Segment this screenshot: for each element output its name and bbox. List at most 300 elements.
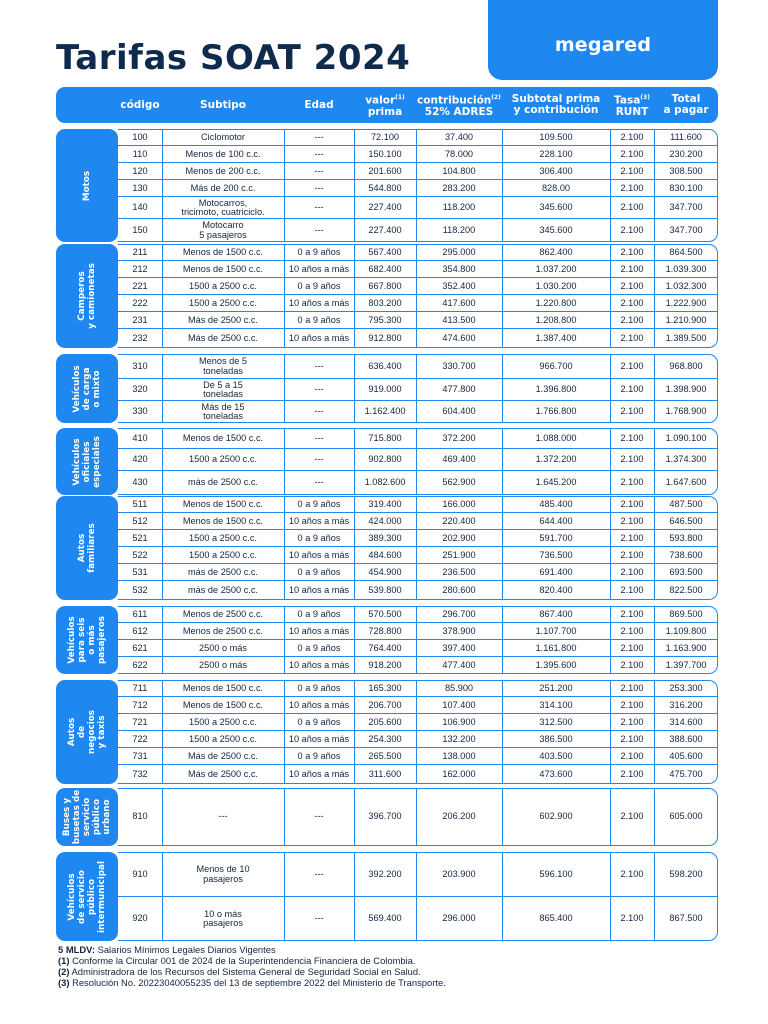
cell-subtotal: 1.372.200 [535, 454, 577, 465]
cell-codigo: 330 [132, 406, 148, 417]
cell-valor: 569.400 [368, 913, 402, 924]
cell-tasa: 2.100 [620, 224, 644, 235]
footnote [58, 966, 446, 977]
header-valor [354, 87, 416, 123]
cell-subtotal: 485.400 [539, 498, 573, 509]
cell-tasa: 2.100 [620, 202, 644, 213]
cell-edad: 0 a 9 años [297, 716, 341, 727]
vehicle-group [56, 129, 718, 242]
cell-edad: 0 a 9 años [297, 532, 341, 543]
cell-tasa: 2.100 [620, 566, 644, 577]
header-contribucion [416, 87, 502, 123]
vehicle-group [56, 496, 718, 600]
footnote-text: Administradora de los Recursos del Sistema General de Seguridad Social en Salud. [69, 966, 421, 977]
cell-subtipo: Menos de 1500 c.c. [182, 263, 264, 274]
header-subtotal [502, 87, 610, 123]
cell-edad: 0 a 9 años [297, 498, 341, 509]
cell-tasa: 2.100 [620, 498, 644, 509]
cell-subtipo: más de 2500 c.c. [188, 566, 258, 577]
cell-contribucion: 78.000 [444, 148, 474, 159]
cell-edad: 10 años a más [288, 659, 350, 670]
footnote [58, 955, 446, 966]
cell-contribucion: 413.500 [442, 314, 476, 325]
cell-codigo: 910 [132, 868, 148, 879]
cell-codigo: 320 [132, 384, 148, 395]
cell-edad: --- [314, 131, 324, 142]
cell-subtipo: Menos de 100 c.c. [185, 148, 261, 159]
cell-valor: 311.600 [368, 768, 402, 779]
cell-valor: 72.100 [370, 131, 400, 142]
table-row [56, 852, 718, 897]
cell-total: 1.397.700 [665, 659, 707, 670]
cell-subtipo: Menos de 2500 c.c. [182, 625, 264, 636]
cell-contribucion: 280.600 [442, 584, 476, 595]
cell-total: 593.800 [669, 532, 703, 543]
cell-edad: 10 años a más [288, 625, 350, 636]
cell-subtipo: Menos de 1500 c.c. [182, 682, 264, 693]
cell-contribucion: 378.900 [442, 625, 476, 636]
cell-subtipo: Más de 2500 c.c. [188, 750, 258, 761]
cell-codigo: 731 [132, 750, 148, 761]
table-row [56, 640, 718, 657]
cell-valor: 227.400 [368, 202, 402, 213]
cell-total: 1.374.300 [665, 454, 707, 465]
table-row [56, 657, 718, 674]
cell-subtotal: 345.600 [539, 224, 573, 235]
cell-codigo: 712 [132, 699, 148, 710]
cell-total: 1.647.600 [665, 477, 707, 488]
cell-tasa: 2.100 [620, 432, 644, 443]
footnote-mark: (2) [58, 966, 70, 977]
cell-subtipo: Más de 15 toneladas [201, 401, 245, 421]
cell-total: 693.500 [669, 566, 703, 577]
cell-subtotal: 862.400 [539, 246, 573, 257]
footnote-text: Salarios Mínimos Legales Diarios Vigentes [94, 944, 276, 955]
cell-codigo: 521 [132, 532, 148, 543]
cell-codigo: 810 [132, 811, 148, 822]
cell-valor: 396.700 [368, 811, 402, 822]
cell-total: 405.600 [669, 750, 703, 761]
group-label-text: Autos familiares [77, 523, 97, 573]
cell-subtipo: Más de 2500 c.c. [188, 314, 258, 325]
cell-total: 968.800 [669, 360, 703, 371]
cell-total: 316.200 [669, 699, 703, 710]
cell-subtipo: 1500 a 2500 c.c. [189, 532, 257, 543]
cell-total: 388.600 [669, 733, 703, 744]
cell-subtipo: --- [218, 811, 228, 822]
header-edad-line: Edad [304, 98, 334, 111]
cell-codigo: 621 [132, 642, 148, 653]
cell-tasa: 2.100 [620, 131, 644, 142]
cell-codigo: 622 [132, 659, 148, 670]
footnote-ref: (2) [491, 94, 501, 102]
cell-codigo: 420 [132, 454, 148, 465]
vehicle-group [56, 606, 718, 674]
table-row [56, 197, 718, 219]
cell-total: 253.300 [669, 682, 703, 693]
table-row [56, 180, 718, 197]
cell-subtipo: más de 2500 c.c. [188, 584, 258, 595]
cell-edad: --- [314, 913, 324, 924]
cell-subtipo: 1500 a 2500 c.c. [189, 716, 257, 727]
table-row [56, 623, 718, 640]
cell-codigo: 711 [132, 682, 148, 693]
cell-tasa: 2.100 [620, 532, 644, 543]
cell-contribucion: 220.400 [442, 515, 476, 526]
group-label-text: Vehículos de carga o mixto [72, 364, 102, 413]
cell-edad: 0 a 9 años [297, 280, 341, 291]
cell-contribucion: 397.400 [442, 642, 476, 653]
cell-contribucion: 85.900 [444, 682, 474, 693]
table-row [56, 312, 718, 329]
cell-codigo: 140 [132, 202, 148, 213]
cell-codigo: 612 [132, 625, 148, 636]
cell-codigo: 221 [132, 280, 148, 291]
cell-subtotal: 1.161.800 [535, 642, 577, 653]
cell-subtotal: 1.645.200 [535, 477, 577, 488]
cell-edad: 10 años a más [288, 263, 350, 274]
cell-subtipo: Menos de 10 pasajeros [196, 864, 250, 884]
cell-edad: 0 a 9 años [297, 642, 341, 653]
group-label-text: Autos de negocios y taxis [67, 709, 107, 755]
cell-total: 598.200 [669, 868, 703, 879]
footnote-ref: (1) [395, 94, 405, 102]
cell-subtotal: 1.395.600 [535, 659, 577, 670]
cell-tasa: 2.100 [620, 182, 644, 193]
cell-subtotal: 473.600 [539, 768, 573, 779]
table-row [56, 765, 718, 784]
cell-subtipo: Más de 2500 c.c. [188, 768, 258, 779]
table-row [56, 513, 718, 530]
cell-tasa: 2.100 [620, 682, 644, 693]
cell-tasa: 2.100 [620, 811, 644, 822]
cell-total: 738.600 [669, 549, 703, 560]
table-row [56, 606, 718, 623]
cell-subtipo: 1500 a 2500 c.c. [189, 454, 257, 465]
cell-tasa: 2.100 [620, 584, 644, 595]
cell-contribucion: 206.200 [442, 811, 476, 822]
cell-total: 1.222.900 [665, 297, 707, 308]
cell-codigo: 410 [132, 432, 148, 443]
cell-valor: 570.500 [368, 608, 402, 619]
cell-total: 1.210.900 [665, 314, 707, 325]
cell-subtipo: Menos de 1500 c.c. [182, 515, 264, 526]
cell-valor: 912.800 [368, 332, 402, 343]
cell-edad: 10 años a más [288, 515, 350, 526]
cell-valor: 636.400 [368, 360, 402, 371]
cell-edad: 10 años a más [288, 768, 350, 779]
table-row [56, 163, 718, 180]
cell-subtipo: Menos de 1500 c.c. [182, 246, 264, 257]
cell-valor: 150.100 [368, 148, 402, 159]
cell-total: 314.600 [669, 716, 703, 727]
cell-total: 308.500 [669, 165, 703, 176]
footnotes [58, 944, 446, 988]
cell-total: 1.039.300 [665, 263, 707, 274]
footnote-text: Resolución No. 20223040055235 del 13 de septiembre 2022 del Ministerio de Transporte. [69, 977, 446, 988]
cell-total: 1.090.100 [665, 432, 707, 443]
group-label-text: Vehículos oficiales especiales [72, 435, 102, 488]
cell-valor: 902.800 [368, 454, 402, 465]
cell-edad: 10 años a más [288, 332, 350, 343]
cell-tasa: 2.100 [620, 263, 644, 274]
cell-contribucion: 296.000 [442, 913, 476, 924]
cell-tasa: 2.100 [620, 768, 644, 779]
cell-contribucion: 203.900 [442, 868, 476, 879]
footnote [58, 977, 446, 988]
cell-contribucion: 477.400 [442, 659, 476, 670]
cell-edad: --- [314, 432, 324, 443]
cell-tasa: 2.100 [620, 750, 644, 761]
cell-tasa: 2.100 [620, 716, 644, 727]
cell-subtotal: 1.107.700 [535, 625, 577, 636]
cell-tasa: 2.100 [620, 332, 644, 343]
cell-codigo: 100 [132, 131, 148, 142]
cell-subtotal: 1.037.200 [535, 263, 577, 274]
cell-tasa: 2.100 [620, 699, 644, 710]
cell-valor: 1.082.600 [364, 477, 406, 488]
cell-valor: 1.162.400 [364, 406, 406, 417]
cell-edad: --- [314, 165, 324, 176]
cell-valor: 392.200 [368, 868, 402, 879]
cell-valor: 265.500 [368, 750, 402, 761]
cell-valor: 728.800 [368, 625, 402, 636]
group-label-text: Motos [82, 170, 92, 201]
cell-tasa: 2.100 [620, 148, 644, 159]
header-valor-line: valor$^{(1)}$ [365, 94, 405, 107]
cell-contribucion: 477.800 [442, 384, 476, 395]
cell-codigo: 512 [132, 515, 148, 526]
cell-total: 822.500 [669, 584, 703, 595]
cell-codigo: 120 [132, 165, 148, 176]
cell-subtipo: Menos de 1500 c.c. [182, 498, 264, 509]
table-row [56, 530, 718, 547]
cell-contribucion: 118.200 [442, 202, 476, 213]
group-label-text: Vehículos para seis o más pasajeros [67, 615, 107, 665]
cell-subtipo: Motocarro 5 pasajeros [199, 220, 247, 240]
cell-codigo: 511 [132, 498, 148, 509]
header-subtotal-line: y contribución [513, 104, 599, 116]
cell-edad: 0 a 9 años [297, 314, 341, 325]
cell-valor: 389.300 [368, 532, 402, 543]
vehicle-group [56, 354, 718, 423]
cell-codigo: 722 [132, 733, 148, 744]
footnote-mark: (3) [58, 977, 70, 988]
cell-codigo: 130 [132, 182, 148, 193]
cell-codigo: 212 [132, 263, 148, 274]
cell-valor: 165.300 [368, 682, 402, 693]
cell-subtotal: 691.400 [539, 566, 573, 577]
header-total-line: a pagar [663, 104, 709, 116]
cell-edad: 10 años a más [288, 549, 350, 560]
group-label-text: Vehículos de servicio público intermunicipal [67, 860, 107, 933]
cell-tasa: 2.100 [620, 868, 644, 879]
cell-total: 1.163.900 [665, 642, 707, 653]
cell-valor: 539.800 [368, 584, 402, 595]
cell-edad: --- [314, 182, 324, 193]
header-subtipo-line: Subtipo [200, 98, 246, 111]
cell-subtotal: 602.900 [539, 811, 573, 822]
cell-contribucion: 118.200 [442, 224, 476, 235]
cell-tasa: 2.100 [620, 314, 644, 325]
header-edad [284, 87, 354, 123]
cell-tasa: 2.100 [620, 246, 644, 257]
group-label-text: Buses y busetas de servicio público urbano [62, 789, 112, 845]
cell-total: 475.700 [669, 768, 703, 779]
cell-subtotal: 591.700 [539, 532, 573, 543]
page-title: Tarifas SOAT 2024 [56, 38, 411, 78]
cell-valor: 205.600 [368, 716, 402, 727]
cell-codigo: 150 [132, 224, 148, 235]
cell-edad: --- [314, 477, 324, 488]
header-codigo [118, 87, 162, 123]
table-row [56, 129, 718, 146]
table-row [56, 714, 718, 731]
cell-valor: 764.400 [368, 642, 402, 653]
cell-subtipo: 1500 a 2500 c.c. [189, 297, 257, 308]
cell-edad: 0 a 9 años [297, 608, 341, 619]
cell-contribucion: 295.000 [442, 246, 476, 257]
cell-subtipo: 2500 o más [198, 659, 247, 670]
cell-subtotal: 386.500 [539, 733, 573, 744]
cell-subtipo: más de 2500 c.c. [188, 477, 258, 488]
cell-codigo: 231 [132, 314, 148, 325]
cell-subtotal: 1.387.400 [535, 332, 577, 343]
cell-contribucion: 107.400 [442, 699, 476, 710]
cell-contribucion: 469.400 [442, 454, 476, 465]
cell-subtipo: Menos de 5 toneladas [198, 356, 247, 376]
cell-subtipo: 1500 a 2500 c.c. [189, 280, 257, 291]
vehicle-group [56, 244, 718, 348]
cell-subtipo: Menos de 1500 c.c. [182, 699, 264, 710]
cell-contribucion: 604.400 [442, 406, 476, 417]
cell-subtotal: 228.100 [539, 148, 573, 159]
cell-codigo: 232 [132, 332, 148, 343]
table-row [56, 564, 718, 581]
cell-subtotal: 314.100 [539, 699, 573, 710]
cell-subtotal: 1.220.800 [535, 297, 577, 308]
cell-contribucion: 162.000 [442, 768, 476, 779]
cell-subtotal: 966.700 [539, 360, 573, 371]
cell-valor: 424.000 [368, 515, 402, 526]
cell-valor: 667.800 [368, 280, 402, 291]
cell-contribucion: 132.200 [442, 733, 476, 744]
table-row [56, 581, 718, 600]
cell-edad: --- [314, 224, 324, 235]
cell-codigo: 732 [132, 768, 148, 779]
cell-subtipo: 1500 a 2500 c.c. [189, 549, 257, 560]
cell-total: 230.200 [669, 148, 703, 159]
cell-edad: --- [314, 868, 324, 879]
cell-tasa: 2.100 [620, 477, 644, 488]
cell-total: 830.100 [669, 182, 703, 193]
cell-valor: 919.000 [368, 384, 402, 395]
cell-edad: --- [314, 406, 324, 417]
footnote-ref: (3) [640, 94, 650, 102]
cell-codigo: 430 [132, 477, 148, 488]
cell-subtotal: 596.100 [539, 868, 573, 879]
cell-subtipo: Más de 200 c.c. [190, 182, 256, 193]
cell-total: 605.000 [669, 811, 703, 822]
cell-tasa: 2.100 [620, 297, 644, 308]
header-total [654, 87, 718, 123]
group-label-text: Camperos y camionetas [77, 263, 97, 329]
cell-subtotal: 109.500 [539, 131, 573, 142]
cell-subtipo: 2500 o más [198, 642, 247, 653]
cell-contribucion: 37.400 [444, 131, 474, 142]
table-row [56, 496, 718, 513]
cell-edad: --- [314, 384, 324, 395]
cell-edad: 0 a 9 años [297, 682, 341, 693]
cell-codigo: 522 [132, 549, 148, 560]
header-tasa-line: Tasa$^{(3)}$ [614, 94, 650, 107]
cell-subtipo: 10 o más pasajeros [203, 908, 243, 928]
cell-contribucion: 166.000 [442, 498, 476, 509]
table-row [56, 146, 718, 163]
brand-badge [488, 0, 718, 80]
cell-tasa: 2.100 [620, 608, 644, 619]
cell-valor: 795.300 [368, 314, 402, 325]
cell-total: 864.500 [669, 246, 703, 257]
cell-contribucion: 372.200 [442, 432, 476, 443]
cell-tasa: 2.100 [620, 625, 644, 636]
cell-subtotal: 820.400 [539, 584, 573, 595]
cell-codigo: 110 [132, 148, 148, 159]
cell-codigo: 611 [132, 608, 148, 619]
cell-tasa: 2.100 [620, 280, 644, 291]
cell-edad: 10 años a más [288, 733, 350, 744]
cell-contribucion: 417.600 [442, 297, 476, 308]
cell-subtotal: 251.200 [539, 682, 573, 693]
footnote-mark: (1) [58, 955, 70, 966]
cell-contribucion: 330.700 [442, 360, 476, 371]
cell-subtotal: 865.400 [539, 913, 573, 924]
cell-subtipo: Menos de 2500 c.c. [182, 608, 264, 619]
cell-contribucion: 354.800 [442, 263, 476, 274]
table-row [56, 379, 718, 401]
cell-total: 867.500 [669, 913, 703, 924]
cell-valor: 484.600 [368, 549, 402, 560]
cell-subtipo: Menos de 200 c.c. [185, 165, 261, 176]
cell-tasa: 2.100 [620, 454, 644, 465]
cell-tasa: 2.100 [620, 165, 644, 176]
table-row [56, 897, 718, 941]
cell-subtipo: De 5 a 15 toneladas [203, 379, 243, 399]
cell-tasa: 2.100 [620, 360, 644, 371]
table-row [56, 295, 718, 312]
cell-valor: 715.800 [368, 432, 402, 443]
cell-subtotal: 828.00 [541, 182, 571, 193]
cell-contribucion: 138.000 [442, 750, 476, 761]
cell-edad: --- [314, 148, 324, 159]
cell-valor: 544.800 [368, 182, 402, 193]
table-row [56, 680, 718, 697]
cell-edad: 0 a 9 años [297, 566, 341, 577]
table-row [56, 354, 718, 379]
cell-subtotal: 1.396.800 [535, 384, 577, 395]
cell-subtotal: 1.030.200 [535, 280, 577, 291]
cell-subtipo: Menos de 1500 c.c. [182, 432, 264, 443]
cell-subtotal: 867.400 [539, 608, 573, 619]
cell-contribucion: 106.900 [442, 716, 476, 727]
vehicle-group [56, 428, 718, 495]
header-valor-line: prima [367, 105, 403, 118]
cell-subtotal: 1.088.000 [535, 432, 577, 443]
vehicle-group [56, 788, 718, 846]
cell-valor: 206.700 [368, 699, 402, 710]
cell-codigo: 531 [132, 566, 148, 577]
cell-edad: 0 a 9 años [297, 750, 341, 761]
